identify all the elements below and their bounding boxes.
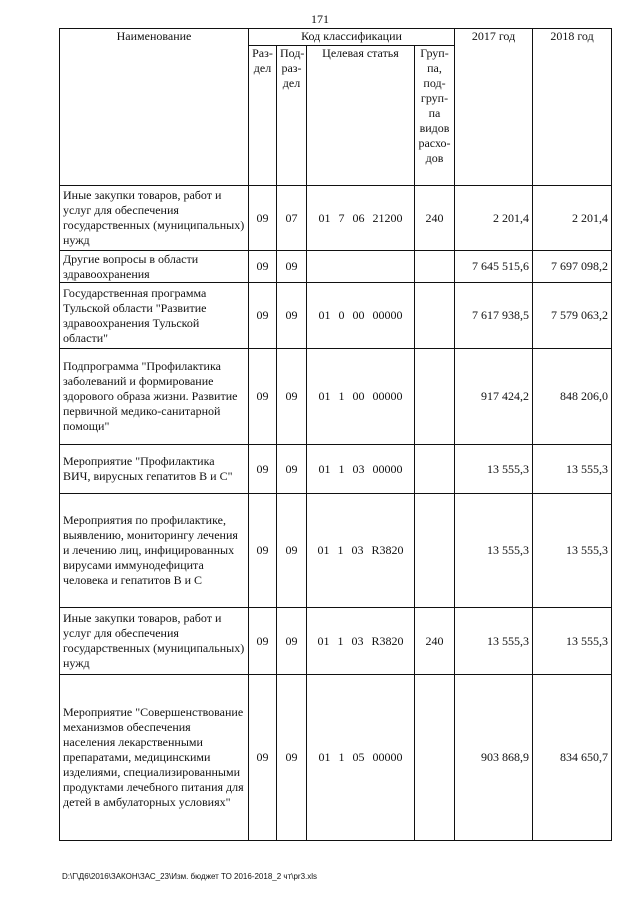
- header-name: Наименование: [60, 29, 249, 186]
- header-2017: 2017 год: [455, 29, 533, 186]
- row-2018: 13 555,3: [533, 494, 612, 608]
- header-razdel: Раз- дел: [249, 46, 277, 186]
- row-target: 01 1 03 R3820: [307, 494, 415, 608]
- row-group: [415, 494, 455, 608]
- header-target: Целевая статья: [307, 46, 415, 186]
- row-podrazdel: 09: [277, 445, 307, 494]
- header-2018: 2018 год: [533, 29, 612, 186]
- row-razdel: 09: [249, 283, 277, 349]
- row-group: [415, 251, 455, 283]
- row-name: Иные закупки товаров, работ и услуг для обеспечения государственных (муниципальных) нужд: [60, 186, 249, 251]
- row-name: Мероприятие "Совершенствование механизмов обеспечения населения лекарственными препаратами, медицинскими изделиями, специализированными продуктами лечебного питания для детей в амбулаторных условиях": [60, 675, 249, 841]
- row-2017: 903 868,9: [455, 675, 533, 841]
- row-2017: 7 645 515,6: [455, 251, 533, 283]
- header-podrazdel: Под- раз- дел: [277, 46, 307, 186]
- table-row: [60, 494, 612, 608]
- row-podrazdel: 09: [277, 349, 307, 445]
- row-target: 01 1 03 00000: [307, 445, 415, 494]
- row-podrazdel: 09: [277, 494, 307, 608]
- row-group: [415, 675, 455, 841]
- row-podrazdel: 09: [277, 608, 307, 675]
- row-razdel: 09: [249, 251, 277, 283]
- header-group: Груп- па, под- груп- па видов расхо- дов: [415, 46, 455, 186]
- row-razdel: 09: [249, 608, 277, 675]
- row-group: 240: [415, 608, 455, 675]
- row-name: Другие вопросы в области здравоохранения: [60, 251, 249, 283]
- row-target: 01 1 05 00000: [307, 675, 415, 841]
- budget-table: [59, 28, 612, 841]
- row-target: [307, 251, 415, 283]
- row-name: Мероприятия по профилактике, выявлению, мониторингу лечения и лечению лиц, инфицированных вирусами иммунодефицита человека и гепатитов В и С: [60, 494, 249, 608]
- row-group: [415, 445, 455, 494]
- row-group: 240: [415, 186, 455, 251]
- table-row: [60, 349, 612, 445]
- row-podrazdel: 09: [277, 283, 307, 349]
- row-target: 01 0 00 00000: [307, 283, 415, 349]
- row-name: Государственная программа Тульской области "Развитие здравоохранения Тульской области": [60, 283, 249, 349]
- row-razdel: 09: [249, 494, 277, 608]
- table-row: [60, 675, 612, 841]
- row-2018: 2 201,4: [533, 186, 612, 251]
- row-2017: 13 555,3: [455, 494, 533, 608]
- row-target: 01 1 00 00000: [307, 349, 415, 445]
- page-number: 171: [311, 12, 329, 26]
- row-target: 01 1 03 R3820: [307, 608, 415, 675]
- header-classification: Код классификации: [249, 29, 455, 46]
- row-podrazdel: 09: [277, 675, 307, 841]
- row-2017: 7 617 938,5: [455, 283, 533, 349]
- row-2017: 2 201,4: [455, 186, 533, 251]
- table-row: [60, 186, 612, 251]
- row-2018: 7 579 063,2: [533, 283, 612, 349]
- row-group: [415, 283, 455, 349]
- table-row: [60, 283, 612, 349]
- row-2017: 13 555,3: [455, 445, 533, 494]
- row-2018: 7 697 098,2: [533, 251, 612, 283]
- row-razdel: 09: [249, 349, 277, 445]
- table-row: [60, 608, 612, 675]
- row-2017: 13 555,3: [455, 608, 533, 675]
- row-razdel: 09: [249, 445, 277, 494]
- row-podrazdel: 09: [277, 251, 307, 283]
- row-razdel: 09: [249, 186, 277, 251]
- row-name: Мероприятие "Профилактика ВИЧ, вирусных гепатитов В и С": [60, 445, 249, 494]
- row-2018: 13 555,3: [533, 608, 612, 675]
- row-2018: 848 206,0: [533, 349, 612, 445]
- row-podrazdel: 07: [277, 186, 307, 251]
- row-group: [415, 349, 455, 445]
- row-name: Иные закупки товаров, работ и услуг для обеспечения государственных (муниципальных) нужд: [60, 608, 249, 675]
- row-razdel: 09: [249, 675, 277, 841]
- row-2018: 13 555,3: [533, 445, 612, 494]
- row-name: Подпрограмма "Профилактика заболеваний и формирование здорового образа жизни. Развитие первичной медико-санитарной помощи": [60, 349, 249, 445]
- row-target: 01 7 06 21200: [307, 186, 415, 251]
- table-row: [60, 445, 612, 494]
- table-row: [60, 251, 612, 283]
- row-2018: 834 650,7: [533, 675, 612, 841]
- row-2017: 917 424,2: [455, 349, 533, 445]
- file-path-footer: D:\Г\Д6\2016\ЗАКОН\ЗАС_23\Изм. бюджет ТО 2016-2018_2 чт\pr3.xls: [62, 872, 318, 881]
